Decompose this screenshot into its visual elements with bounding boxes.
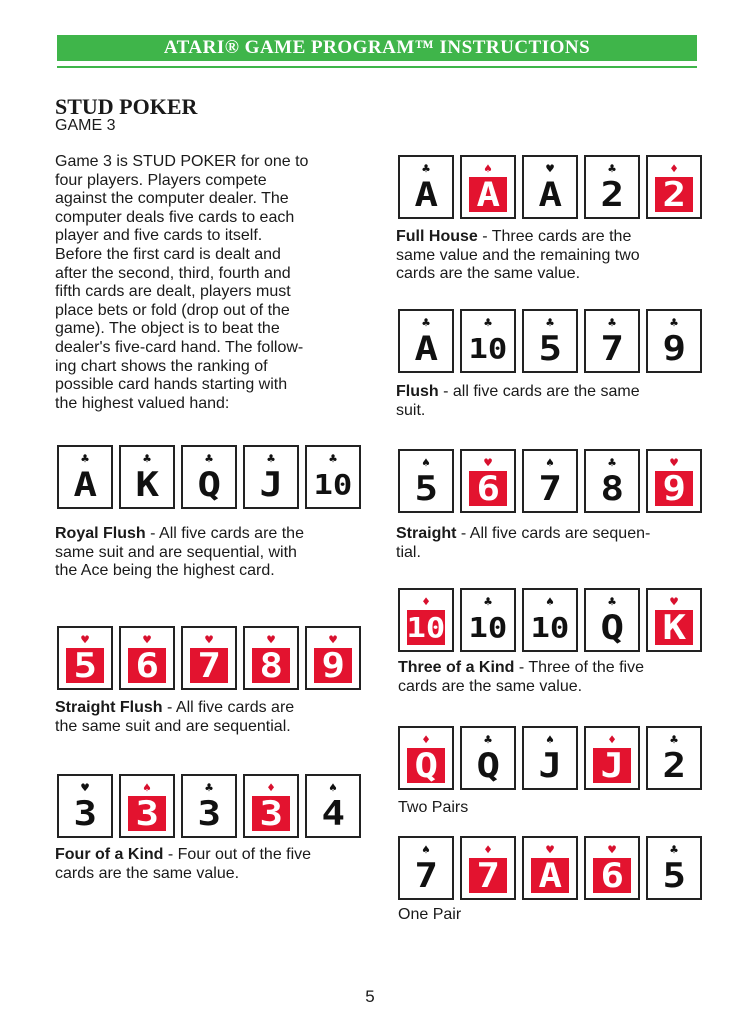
caption-four-of-a-kind	[55, 846, 365, 883]
playing-card	[305, 626, 361, 690]
heart-icon: ♥	[546, 162, 554, 177]
caption-one-pair	[398, 906, 708, 925]
heart-icon: ♥	[608, 843, 616, 858]
playing-card	[243, 774, 299, 838]
card-face	[593, 745, 631, 786]
card-rank: 7	[476, 855, 500, 896]
club-icon: ♣	[205, 452, 213, 467]
spade-icon: ♠	[422, 456, 430, 471]
playing-card	[522, 836, 578, 900]
caption-full-house	[396, 228, 706, 284]
card-rank: 2	[662, 745, 686, 786]
playing-card	[584, 449, 640, 513]
card-rank: 2	[662, 174, 686, 215]
page-title: STUD POKER	[55, 94, 198, 119]
hand-description: - Three of the five cards are the same value.	[398, 659, 644, 695]
playing-card	[584, 588, 640, 652]
club-icon: ♣	[608, 595, 616, 610]
club-icon: ♣	[670, 843, 678, 858]
card-face	[407, 328, 445, 369]
playing-card	[646, 155, 702, 219]
hand-description: - All five cards are the same suit and are sequential.	[55, 699, 295, 735]
card-face	[531, 328, 569, 369]
club-icon: ♣	[81, 452, 89, 467]
heart-icon: ♥	[670, 595, 678, 610]
card-face	[314, 793, 352, 834]
hand-straight	[398, 449, 702, 513]
card-rank: 4	[321, 793, 345, 834]
hand-name: Flush	[396, 383, 439, 400]
hand-straight-flush	[57, 626, 361, 690]
card-rank: 8	[259, 645, 283, 686]
hand-three-of-a-kind	[398, 588, 702, 652]
playing-card	[119, 445, 175, 509]
card-rank: K	[662, 607, 686, 648]
spade-icon: ♠	[422, 843, 430, 858]
diamond-icon: ♦	[422, 733, 430, 748]
card-face	[407, 745, 445, 786]
hand-name: Four of a Kind	[55, 846, 164, 863]
caption-two-pairs	[398, 799, 708, 818]
card-rank: 9	[662, 468, 686, 509]
playing-card	[305, 445, 361, 509]
card-face	[531, 468, 569, 509]
playing-card	[57, 626, 113, 690]
club-icon: ♣	[546, 316, 554, 331]
hand-four-of-a-kind	[57, 774, 361, 838]
heart-icon: ♥	[81, 633, 89, 648]
club-icon: ♣	[608, 162, 616, 177]
caption-straight-flush	[55, 699, 365, 736]
spade-icon: ♠	[546, 456, 554, 471]
card-face	[252, 464, 290, 505]
header-rule	[57, 66, 697, 68]
heart-icon: ♥	[267, 633, 275, 648]
card-face	[531, 610, 569, 645]
card-face	[655, 328, 693, 369]
playing-card	[119, 626, 175, 690]
hand-two-pairs	[398, 726, 702, 790]
playing-card	[57, 774, 113, 838]
card-rank: 3	[197, 793, 221, 834]
card-face	[655, 607, 693, 648]
card-rank: 5	[414, 468, 438, 509]
club-icon: ♣	[670, 316, 678, 331]
card-rank: A	[538, 174, 562, 215]
playing-card	[243, 626, 299, 690]
diamond-icon: ♦	[608, 733, 616, 748]
playing-card	[646, 449, 702, 513]
page-subtitle: GAME 3	[55, 117, 116, 134]
playing-card	[57, 445, 113, 509]
hand-flush	[398, 309, 702, 373]
card-rank: A	[414, 328, 438, 369]
spade-icon: ♠	[329, 781, 337, 796]
card-rank: A	[414, 174, 438, 215]
playing-card	[398, 309, 454, 373]
card-rank: 10	[468, 610, 508, 644]
card-rank: 7	[538, 468, 562, 509]
card-rank: 10	[406, 610, 446, 644]
page-number: 5	[365, 987, 375, 1006]
card-face	[593, 468, 631, 509]
spade-icon: ♠	[546, 733, 554, 748]
club-icon: ♣	[608, 456, 616, 471]
club-icon: ♣	[484, 316, 492, 331]
playing-card	[460, 726, 516, 790]
hand-full-house	[398, 155, 702, 219]
card-face	[469, 331, 507, 366]
card-face	[407, 468, 445, 509]
card-rank: 3	[259, 793, 283, 834]
playing-card	[522, 588, 578, 652]
club-icon: ♣	[329, 452, 337, 467]
hand-name: Straight Flush	[55, 699, 163, 716]
card-face	[252, 645, 290, 686]
hand-royal-flush	[57, 445, 361, 509]
card-rank: A	[476, 174, 500, 215]
playing-card	[646, 309, 702, 373]
heart-icon: ♥	[546, 843, 554, 858]
club-icon: ♣	[422, 162, 430, 177]
card-rank: 5	[662, 855, 686, 896]
card-face	[314, 645, 352, 686]
card-face	[469, 174, 507, 215]
card-face	[190, 793, 228, 834]
card-face	[407, 610, 445, 645]
playing-card	[646, 726, 702, 790]
card-face	[128, 464, 166, 505]
playing-card	[305, 774, 361, 838]
card-face	[469, 610, 507, 645]
club-icon: ♣	[267, 452, 275, 467]
card-rank: J	[600, 745, 624, 786]
card-face	[655, 745, 693, 786]
playing-card	[584, 155, 640, 219]
club-icon: ♣	[484, 733, 492, 748]
playing-card	[181, 774, 237, 838]
caption-flush	[396, 383, 706, 420]
card-face	[407, 174, 445, 215]
heart-icon: ♥	[81, 781, 89, 796]
card-face	[469, 745, 507, 786]
playing-card	[460, 588, 516, 652]
hand-description: - Four out of the five cards are the same value.	[55, 846, 312, 882]
heart-icon: ♥	[143, 633, 151, 648]
card-face	[66, 645, 104, 686]
card-rank: Q	[600, 607, 624, 648]
card-face	[593, 328, 631, 369]
card-rank: 9	[321, 645, 345, 686]
hand-one-pair	[398, 836, 702, 900]
card-face	[593, 607, 631, 648]
hand-name: Straight	[396, 525, 457, 542]
card-face	[655, 855, 693, 896]
hand-name: Royal Flush	[55, 525, 146, 542]
card-rank: 8	[600, 468, 624, 509]
card-face	[190, 645, 228, 686]
club-icon: ♣	[608, 316, 616, 331]
playing-card	[584, 309, 640, 373]
card-face	[593, 855, 631, 896]
playing-card	[460, 449, 516, 513]
card-face	[252, 793, 290, 834]
card-rank: Q	[476, 745, 500, 786]
playing-card	[522, 309, 578, 373]
hand-description: - all five cards are the same suit.	[396, 383, 640, 419]
playing-card	[181, 445, 237, 509]
card-rank: 7	[197, 645, 221, 686]
card-face	[66, 793, 104, 834]
card-face	[407, 855, 445, 896]
header-banner: ATARI® GAME PROGRAM™ INSTRUCTIONS	[57, 35, 697, 61]
playing-card	[646, 836, 702, 900]
hand-name: Three of a Kind	[398, 659, 515, 676]
spade-icon: ♠	[143, 781, 151, 796]
playing-card	[460, 836, 516, 900]
hand-name: Two Pairs	[398, 799, 469, 816]
playing-card	[398, 588, 454, 652]
card-face	[531, 745, 569, 786]
card-rank: 3	[135, 793, 159, 834]
club-icon: ♣	[143, 452, 151, 467]
heart-icon: ♥	[329, 633, 337, 648]
card-rank: 10	[530, 610, 570, 644]
card-rank: Q	[414, 745, 438, 786]
diamond-icon: ♦	[670, 162, 678, 177]
card-rank: 7	[600, 328, 624, 369]
playing-card	[398, 836, 454, 900]
spade-icon: ♠	[484, 162, 492, 177]
card-face	[190, 464, 228, 505]
card-face	[128, 793, 166, 834]
heart-icon: ♥	[205, 633, 213, 648]
card-rank: 5	[538, 328, 562, 369]
card-rank: 6	[600, 855, 624, 896]
intro-paragraph: Game 3 is STUD POKER for one to four players. Players compete against the computer dealer. The computer deals five cards to each player and five cards to itself. Before the first card is dealt and after the second, third, fourth and fifth cards are dealt, players must place bets or fold (drop out of the game). The object is to beat the dealer's five-card hand. The follow- ing chart shows the ranking of possible card hands starting with the highest valued hand:	[55, 153, 309, 412]
hand-name: One Pair	[398, 906, 462, 923]
card-rank: 10	[313, 467, 353, 501]
caption-royal-flush	[55, 525, 365, 581]
club-icon: ♣	[422, 316, 430, 331]
card-rank: 3	[73, 793, 97, 834]
card-face	[128, 645, 166, 686]
card-rank: Q	[197, 464, 221, 505]
playing-card	[398, 726, 454, 790]
spade-icon: ♠	[546, 595, 554, 610]
caption-straight	[396, 525, 706, 562]
card-rank: 5	[73, 645, 97, 686]
playing-card	[181, 626, 237, 690]
playing-card	[398, 155, 454, 219]
playing-card	[460, 309, 516, 373]
playing-card	[522, 449, 578, 513]
diamond-icon: ♦	[484, 843, 492, 858]
club-icon: ♣	[670, 733, 678, 748]
card-rank: J	[259, 464, 283, 505]
card-face	[66, 464, 104, 505]
heart-icon: ♥	[484, 456, 492, 471]
card-face	[469, 855, 507, 896]
hand-description: - All five cards are sequen- tial.	[396, 525, 651, 561]
card-rank: 2	[600, 174, 624, 215]
card-face	[655, 468, 693, 509]
card-face	[655, 174, 693, 215]
card-rank: K	[135, 464, 159, 505]
card-rank: 6	[135, 645, 159, 686]
card-face	[469, 468, 507, 509]
card-rank: J	[538, 745, 562, 786]
playing-card	[522, 726, 578, 790]
caption-three-of-a-kind	[398, 659, 708, 696]
playing-card	[398, 449, 454, 513]
diamond-icon: ♦	[267, 781, 275, 796]
playing-card	[460, 155, 516, 219]
playing-card	[119, 774, 175, 838]
card-face	[314, 467, 352, 502]
playing-card	[584, 726, 640, 790]
card-face	[593, 174, 631, 215]
playing-card	[584, 836, 640, 900]
card-face	[531, 174, 569, 215]
hand-name: Full House	[396, 228, 478, 245]
card-rank: 6	[476, 468, 500, 509]
card-face	[531, 855, 569, 896]
card-rank: 7	[414, 855, 438, 896]
card-rank: A	[538, 855, 562, 896]
card-rank: A	[73, 464, 97, 505]
diamond-icon: ♦	[422, 595, 430, 610]
heart-icon: ♥	[670, 456, 678, 471]
hand-description: - All five cards are the same suit and are sequential, with the Ace being the highest card.	[55, 525, 304, 580]
playing-card	[646, 588, 702, 652]
playing-card	[522, 155, 578, 219]
card-rank: 10	[468, 331, 508, 365]
card-rank: 9	[662, 328, 686, 369]
club-icon: ♣	[205, 781, 213, 796]
club-icon: ♣	[484, 595, 492, 610]
hand-description: - Three cards are the same value and the remaining two cards are the same value.	[396, 228, 640, 283]
playing-card	[243, 445, 299, 509]
